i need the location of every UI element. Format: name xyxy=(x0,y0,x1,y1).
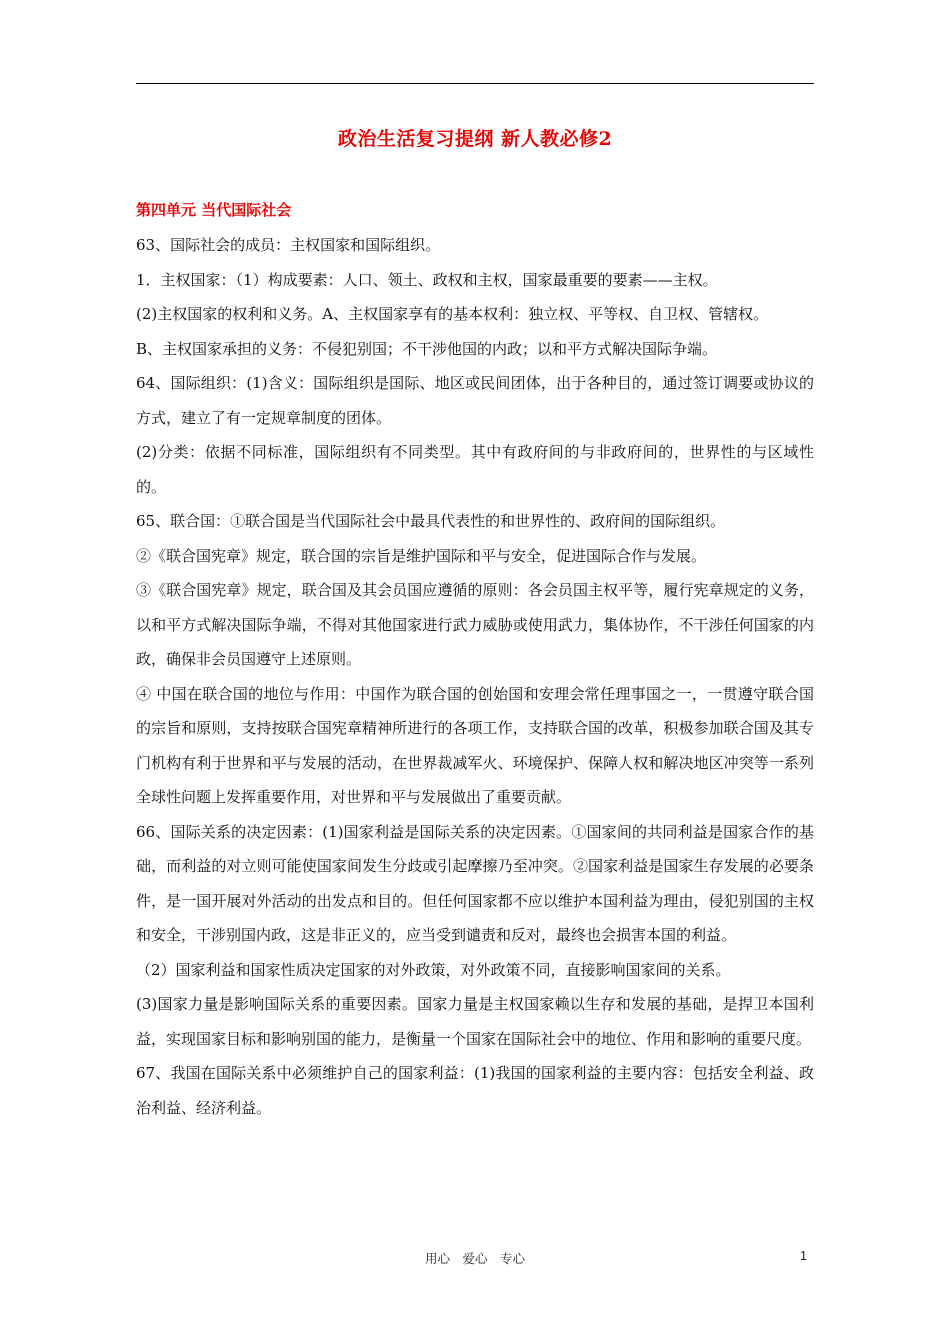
paragraph: 63、国际社会的成员：主权国家和国际组织。 xyxy=(136,236,441,254)
paragraph: ③《联合国宪章》规定，联合国及其会员国应遵循的原则：各会员国主权平等，履行宪章规定的义务，以和平方式解决国际争端，不得对其他国家进行武力威胁或使用武力，集体协作，不干涉任何国家的内政，确保非会员国遵守上述原则。 xyxy=(136,581,814,668)
paragraph: 1．主权国家：（1）构成要素：人口、领土、政权和主权，国家最重要的要素——主权。 xyxy=(136,270,718,289)
paragraph: B、主权国家承担的义务：不侵犯别国；不干涉他国的内政；以和平方式解决国际争端。 xyxy=(136,339,718,358)
paragraph: ④ 中国在联合国的地位与作用：中国作为联合国的创始国和安理会常任理事国之一，一贯遵守联合国的宗旨和原则，支持按联合国宪章精神所进行的各项工作，支持联合国的改革，积极参加联合国及其专门机构有利于世界和平与发展的活动，在世界裁减军火、环境保护、保障人权和解决地区冲突等一系列全球性问题上发挥重要作用，对世界和平与发展做出了重要贡献。 xyxy=(136,684,814,806)
footer-slogan: 用心 爱心 专心 xyxy=(424,1251,525,1266)
paragraph: 67、我国在国际关系中必须维护自己的国家利益：(1)我国的国家利益的主要内容：包括安全利益、政治利益、经济利益。 xyxy=(136,1064,814,1117)
paragraph: 66、国际关系的决定因素：(1)国家利益是国际关系的决定因素。①国家间的共同利益是国家合作的基础，而利益的对立则可能使国家间发生分歧或引起摩擦乃至冲突。②国家利益是国家生存发展的必要条件，是一国开展对外活动的出发点和目的。但任何国家都不应以维护本国利益为理由，侵犯别国的主权和安全，干涉别国内政，这是非正义的，应当受到谴责和反对，最终也会损害本国的利益。 xyxy=(136,822,814,944)
page-number: 1 xyxy=(800,1249,807,1263)
paragraph: (2)主权国家的权利和义务。A、主权国家享有的基本权利：独立权、平等权、自卫权、管辖权。 xyxy=(136,305,769,323)
document-body xyxy=(136,228,814,1125)
paragraph: 65、联合国：①联合国是当代国际社会中最具代表性的和世界性的、政府间的国际组织。 xyxy=(136,512,726,530)
paragraph: (2)分类：依据不同标准，国际组织有不同类型。其中有政府间的与非政府间的，世界性的与区域性的。 xyxy=(136,443,814,496)
paragraph: (3)国家力量是影响国际关系的重要因素。国家力量是主权国家赖以生存和发展的基础，是捍卫本国利益，实现国家目标和影响别国的能力，是衡量一个国家在国际社会中的地位、作用和影响的重要尺度。 xyxy=(136,995,814,1048)
document-title: 政治生活复习提纲 新人教必修2 xyxy=(337,128,613,150)
paragraph: 64、国际组织：(1)含义：国际组织是国际、地区或民间团体，出于各种目的，通过签订调要或协议的方式，建立了有一定规章制度的团体。 xyxy=(136,374,814,427)
paragraph: ②《联合国宪章》规定，联合国的宗旨是维护国际和平与安全，促进国际合作与发展。 xyxy=(136,546,707,565)
paragraph: （2）国家利益和国家性质决定国家的对外政策，对外政策不同，直接影响国家间的关系。 xyxy=(136,960,731,979)
unit-heading: 第四单元 当代国际社会 xyxy=(136,201,292,219)
header-rule xyxy=(136,83,814,84)
